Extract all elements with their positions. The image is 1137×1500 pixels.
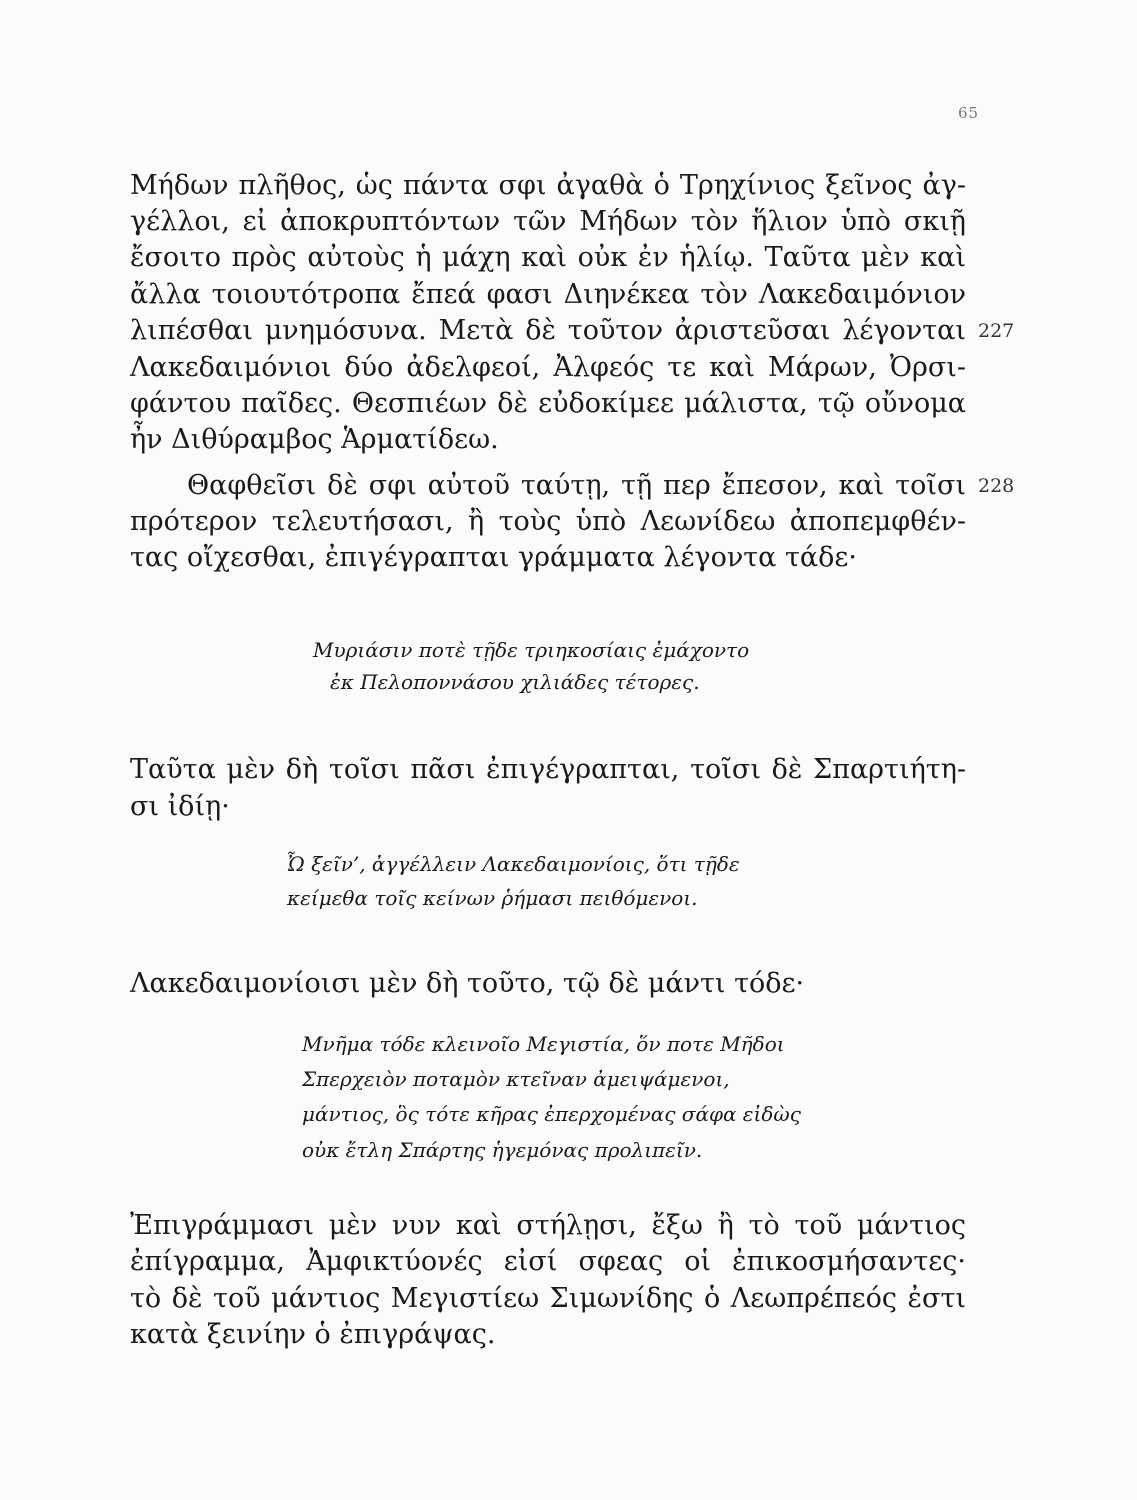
text-line: Ταῦτα μὲν δὴ τοῖσι πᾶσι ἐπιγέγραπται, τοῖσι δὲ Σπαρτιήτη- (130, 754, 966, 785)
margin-section-number: 228 (978, 475, 1015, 497)
verse-line: κείμεθα τοῖς κείνων ῥήμασι πειθόμενοι. (287, 886, 698, 910)
text-line: Θαφθεῖσι δὲ σφι αὐτοῦ ταύτῃ, τῇ περ ἔπεσον, καὶ τοῖσι (187, 470, 966, 501)
text-line: ἔσοιτο πρὸς αὐτοὺς ἡ μάχη καὶ οὐκ ἐν ἡλίῳ. Ταῦτα μὲν καὶ (130, 242, 966, 273)
text-line: Μήδων πλῆθος, ὡς πάντα σφι ἀγαθὰ ὁ Τρηχίνιος ξεῖνος ἀγ- (130, 170, 966, 201)
text-line: τας οἴχεσθαι, ἐπιγέγραπται γράμματα λέγοντα τάδε· (130, 542, 857, 573)
verse-line: Σπερχειὸν ποταμὸν κτεῖναν ἀμειψάμενοι, (302, 1067, 730, 1091)
verse-line: Μνῆμα τόδε κλεινοῖο Μεγιστία, ὅν ποτε Μῆδοι (302, 1032, 785, 1056)
text-line: Λακεδαιμονίοισι μὲν δὴ τοῦτο, τῷ δὲ μάντι τόδε· (130, 968, 805, 999)
verse-line: οὐκ ἔτλη Σπάρτης ἡγεμόνας προλιπεῖν. (302, 1138, 703, 1162)
text-line: τὸ δὲ τοῦ μάντιος Μεγιστίεω Σιμωνίδης ὁ Λεωπρέπεός ἐστι (130, 1283, 966, 1314)
text-line: ἄλλα τοιουτότροπα ἔπεά φασι Διηνέκεα τὸν Λακεδαιμόνιον (130, 279, 966, 310)
verse-line: Μυριάσιν ποτὲ τῇδε τριηκοσίαις ἐμάχοντο (313, 638, 750, 662)
verse-line: Ὦ ξεῖν’, ἀγγέλλειν Λακεδαιμονίοις, ὅτι τῇδε (286, 852, 740, 876)
text-line: ἐπίγραμμα, Ἀμφικτύονές εἰσί σφεας οἱ ἐπικοσμήσαντες· (130, 1246, 966, 1277)
text-line: φάντου παῖδες. Θεσπιέων δὲ εὐδοκίμεε μάλιστα, τῷ οὔνομα (130, 388, 966, 419)
verse-line: μάντιος, ὃς τότε κῆρας ἐπερχομένας σάφα εἰδὼς (302, 1102, 801, 1126)
page-number: 65 (958, 104, 980, 122)
verse-line: ἐκ Πελοποννάσου χιλιάδες τέτορες. (330, 670, 700, 694)
text-line: σι ἰδίῃ· (130, 791, 230, 822)
text-line: πρότερον τελευτήσασι, ἢ τοὺς ὑπὸ Λεωνίδεω ἀποπεμφθέν- (130, 506, 966, 537)
margin-section-number: 227 (978, 320, 1015, 342)
text-line: γέλλοι, εἰ ἀποκρυπτόντων τῶν Μήδων τὸν ἥλιον ὑπὸ σκιῇ (130, 206, 966, 237)
text-line: Ἐπιγράμμασι μὲν νυν καὶ στήλῃσι, ἔξω ἢ τὸ τοῦ μάντιος (130, 1210, 966, 1241)
text-line: ἦν Διθύραμβος Ἁρματίδεω. (130, 424, 499, 455)
text-line: Λακεδαιμόνιοι δύο ἀδελφεοί, Ἀλφεός τε καὶ Μάρων, Ὀρσι- (130, 352, 966, 383)
text-line: κατὰ ξεινίην ὁ ἐπιγράψας. (130, 1319, 496, 1350)
text-line: λιπέσθαι μνημόσυνα. Μετὰ δὲ τοῦτον ἀριστεῦσαι λέγονται (130, 315, 966, 346)
